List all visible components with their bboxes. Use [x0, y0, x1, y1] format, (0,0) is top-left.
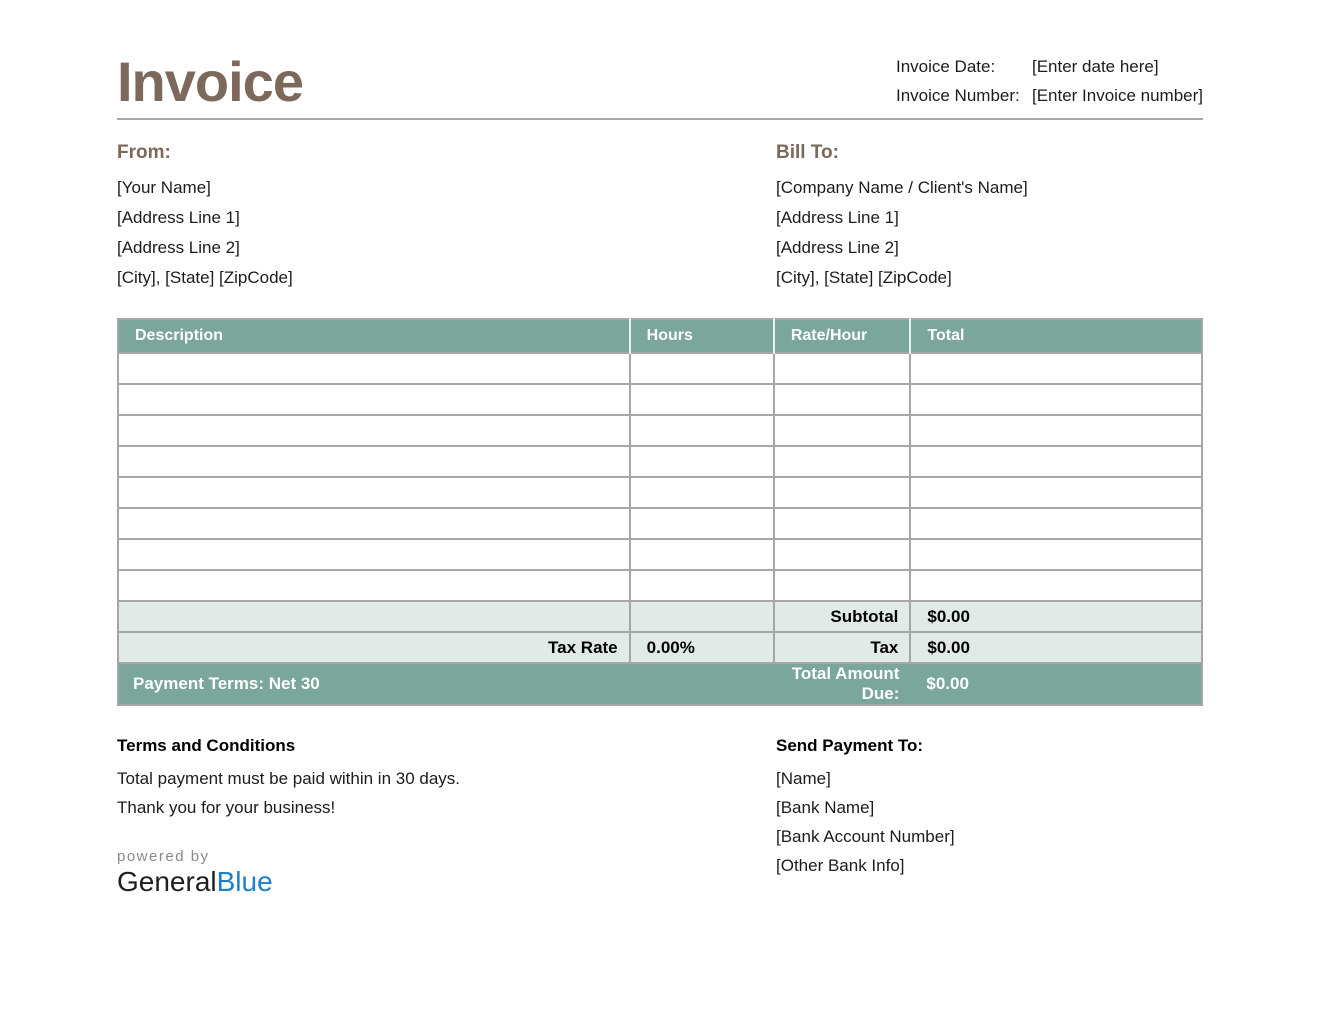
- empty-cell[interactable]: [118, 384, 630, 415]
- empty-cell[interactable]: [630, 353, 774, 384]
- empty-cell[interactable]: [910, 477, 1202, 508]
- subtotal-row: [118, 601, 1202, 632]
- table-header-row: [118, 319, 1202, 353]
- page-title: Invoice: [117, 50, 303, 114]
- total-due-value: $0.00: [910, 663, 1202, 705]
- empty-cell[interactable]: [910, 539, 1202, 570]
- invoice-date-field[interactable]: [Enter date here]: [1031, 57, 1159, 76]
- tax-row: [118, 632, 1202, 663]
- from-name-field[interactable]: [Your Name]: [117, 178, 211, 197]
- empty-cell[interactable]: [630, 446, 774, 477]
- tax-label: Tax: [774, 632, 911, 663]
- terms-line: Thank you for your business!: [117, 798, 336, 817]
- empty-cell[interactable]: [910, 570, 1202, 601]
- empty-cell[interactable]: [774, 353, 911, 384]
- empty-cell[interactable]: [118, 601, 630, 632]
- line-item-row: [118, 508, 1202, 539]
- empty-cell[interactable]: [774, 539, 911, 570]
- invoice-meta: [896, 52, 1203, 110]
- empty-cell[interactable]: [630, 477, 774, 508]
- bank-account-field[interactable]: [Bank Account Number]: [776, 827, 955, 846]
- table-section: [117, 318, 1203, 706]
- empty-cell[interactable]: [118, 353, 630, 384]
- from-address2-field[interactable]: [Address Line 2]: [117, 238, 240, 257]
- line-item-row: [118, 384, 1202, 415]
- send-payment-heading: Send Payment To:: [776, 736, 924, 755]
- brand-general-text: General: [117, 866, 217, 897]
- bill-to-name-field[interactable]: [Company Name / Client's Name]: [776, 178, 1028, 197]
- brand-blue-text: Blue: [216, 866, 273, 897]
- column-header-description: Description: [118, 319, 630, 353]
- other-bank-info-field[interactable]: [Other Bank Info]: [776, 856, 905, 875]
- subtotal-value[interactable]: $0.00: [910, 601, 1202, 632]
- empty-cell[interactable]: [630, 570, 774, 601]
- empty-cell[interactable]: [118, 477, 630, 508]
- empty-cell[interactable]: [630, 539, 774, 570]
- invoice-number-label: Invoice Number:: [895, 86, 1020, 105]
- empty-cell[interactable]: [774, 415, 911, 446]
- send-payment-block: [776, 736, 1203, 898]
- invoice-date-label: Invoice Date:: [895, 57, 996, 76]
- empty-cell[interactable]: [630, 601, 774, 632]
- line-item-row: [118, 353, 1202, 384]
- tax-rate-label: Tax Rate: [118, 632, 630, 663]
- address-section: [117, 142, 1203, 293]
- terms-block: [117, 736, 776, 898]
- empty-cell[interactable]: [774, 384, 911, 415]
- line-item-row: [118, 415, 1202, 446]
- empty-cell[interactable]: [774, 570, 911, 601]
- subtotal-label: Subtotal: [774, 601, 911, 632]
- terms-heading: Terms and Conditions: [117, 736, 296, 755]
- invoice-number-row: [896, 81, 1203, 110]
- from-address1-field[interactable]: [Address Line 1]: [117, 208, 240, 227]
- column-header-rate-hour: Rate/Hour: [774, 319, 911, 353]
- brand-logo: [117, 867, 776, 898]
- empty-cell[interactable]: [630, 384, 774, 415]
- bill-to-address1-field[interactable]: [Address Line 1]: [776, 208, 899, 227]
- header: [117, 52, 1203, 120]
- terms-line: Total payment must be paid within in 30 days.: [117, 769, 461, 788]
- empty-cell[interactable]: [910, 415, 1202, 446]
- line-item-row: [118, 477, 1202, 508]
- payee-name-field[interactable]: [Name]: [776, 769, 831, 788]
- empty-cell[interactable]: [630, 415, 774, 446]
- empty-cell[interactable]: [118, 415, 630, 446]
- empty-cell[interactable]: [774, 477, 911, 508]
- branding: [117, 848, 776, 898]
- total-due-label: Total Amount Due:: [774, 663, 911, 705]
- column-header-hours: Hours: [630, 319, 774, 353]
- empty-cell[interactable]: [118, 570, 630, 601]
- empty-cell[interactable]: [118, 508, 630, 539]
- tax-rate-value[interactable]: 0.00%: [630, 632, 774, 663]
- line-item-row: [118, 539, 1202, 570]
- bank-name-field[interactable]: [Bank Name]: [776, 798, 875, 817]
- empty-cell[interactable]: [774, 446, 911, 477]
- invoice-number-field[interactable]: [Enter Invoice number]: [1031, 86, 1203, 105]
- footer-section: [117, 736, 1203, 898]
- bill-to-city-field[interactable]: [City], [State] [ZipCode]: [776, 268, 952, 287]
- empty-cell[interactable]: [910, 446, 1202, 477]
- empty-cell[interactable]: [910, 353, 1202, 384]
- empty-cell[interactable]: [630, 508, 774, 539]
- empty-cell[interactable]: [910, 384, 1202, 415]
- powered-by-text: powered by: [117, 848, 210, 865]
- invoice-table: [117, 318, 1203, 706]
- invoice-date-row: [896, 52, 1203, 81]
- bill-to-block: [776, 142, 1203, 293]
- empty-cell[interactable]: [774, 508, 911, 539]
- line-item-row: [118, 570, 1202, 601]
- bill-to-heading: Bill To:: [776, 142, 839, 163]
- tax-value[interactable]: $0.00: [910, 632, 1202, 663]
- from-block: [117, 142, 776, 293]
- payment-terms-label: Payment Terms: Net 30: [118, 663, 774, 705]
- from-city-field[interactable]: [City], [State] [ZipCode]: [117, 268, 293, 287]
- from-heading: From:: [117, 142, 171, 163]
- empty-cell[interactable]: [118, 539, 630, 570]
- empty-cell[interactable]: [910, 508, 1202, 539]
- total-bar-row: [118, 663, 1202, 705]
- line-item-row: [118, 446, 1202, 477]
- invoice-table-body: [118, 353, 1202, 705]
- empty-cell[interactable]: [118, 446, 630, 477]
- column-header-total: Total: [910, 319, 1202, 353]
- bill-to-address2-field[interactable]: [Address Line 2]: [776, 238, 899, 257]
